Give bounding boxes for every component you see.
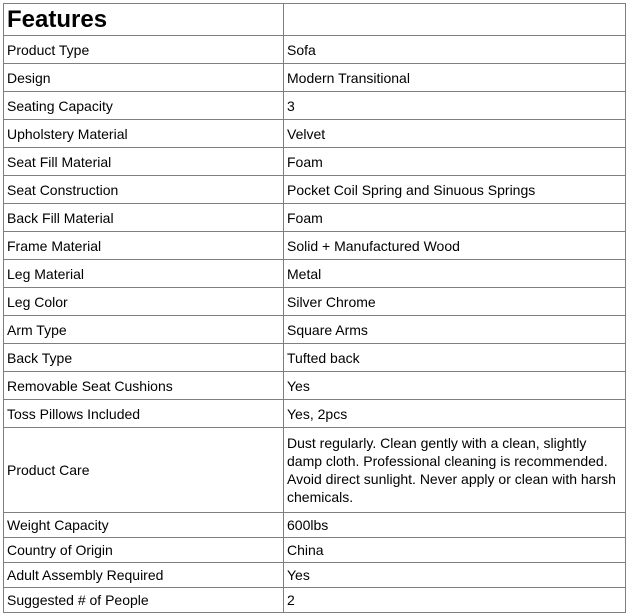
table-row bbox=[4, 372, 626, 400]
table-row bbox=[4, 400, 626, 428]
table-row bbox=[4, 513, 626, 538]
feature-label: Seating Capacity bbox=[4, 92, 284, 120]
feature-value: 600lbs bbox=[284, 513, 626, 538]
feature-value: Tufted back bbox=[284, 344, 626, 372]
table-row bbox=[4, 260, 626, 288]
title-empty-cell bbox=[284, 4, 626, 36]
feature-label: Product Care bbox=[4, 428, 284, 513]
feature-value: 2 bbox=[284, 588, 626, 613]
table-row bbox=[4, 316, 626, 344]
feature-label: Back Type bbox=[4, 344, 284, 372]
feature-label: Design bbox=[4, 64, 284, 92]
feature-label: Suggested # of People bbox=[4, 588, 284, 613]
table-row bbox=[4, 344, 626, 372]
feature-value: Yes bbox=[284, 563, 626, 588]
table-row bbox=[4, 232, 626, 260]
feature-value: Modern Transitional bbox=[284, 64, 626, 92]
feature-value: Dust regularly. Clean gently with a clean, slightly damp cloth. Professional cleaning is recommended. Avoid direct sunlight. Never apply or clean with harsh chemicals. bbox=[284, 428, 626, 513]
feature-value: Yes, 2pcs bbox=[284, 400, 626, 428]
feature-label: Upholstery Material bbox=[4, 120, 284, 148]
feature-value: Foam bbox=[284, 148, 626, 176]
feature-label: Leg Material bbox=[4, 260, 284, 288]
feature-value: Velvet bbox=[284, 120, 626, 148]
table-row bbox=[4, 92, 626, 120]
feature-label: Weight Capacity bbox=[4, 513, 284, 538]
table-row bbox=[4, 588, 626, 613]
feature-label: Arm Type bbox=[4, 316, 284, 344]
table-title: Features bbox=[4, 4, 284, 36]
table-row bbox=[4, 204, 626, 232]
feature-value: China bbox=[284, 538, 626, 563]
feature-label: Leg Color bbox=[4, 288, 284, 316]
feature-value: 3 bbox=[284, 92, 626, 120]
feature-value: Metal bbox=[284, 260, 626, 288]
feature-label: Product Type bbox=[4, 36, 284, 64]
feature-label: Back Fill Material bbox=[4, 204, 284, 232]
feature-value: Sofa bbox=[284, 36, 626, 64]
feature-label: Seat Construction bbox=[4, 176, 284, 204]
title-row bbox=[4, 4, 626, 36]
feature-label: Removable Seat Cushions bbox=[4, 372, 284, 400]
feature-label: Frame Material bbox=[4, 232, 284, 260]
table-row bbox=[4, 36, 626, 64]
table-row bbox=[4, 538, 626, 563]
feature-value: Pocket Coil Spring and Sinuous Springs bbox=[284, 176, 626, 204]
feature-label: Seat Fill Material bbox=[4, 148, 284, 176]
table-row bbox=[4, 64, 626, 92]
table-row bbox=[4, 120, 626, 148]
feature-value: Foam bbox=[284, 204, 626, 232]
feature-value: Solid + Manufactured Wood bbox=[284, 232, 626, 260]
feature-label: Adult Assembly Required bbox=[4, 563, 284, 588]
features-table bbox=[3, 3, 626, 613]
table-row bbox=[4, 288, 626, 316]
feature-label: Country of Origin bbox=[4, 538, 284, 563]
feature-value: Square Arms bbox=[284, 316, 626, 344]
table-row bbox=[4, 563, 626, 588]
feature-label: Toss Pillows Included bbox=[4, 400, 284, 428]
feature-value: Yes bbox=[284, 372, 626, 400]
table-row bbox=[4, 176, 626, 204]
table-row bbox=[4, 148, 626, 176]
feature-value: Silver Chrome bbox=[284, 288, 626, 316]
table-row bbox=[4, 428, 626, 513]
